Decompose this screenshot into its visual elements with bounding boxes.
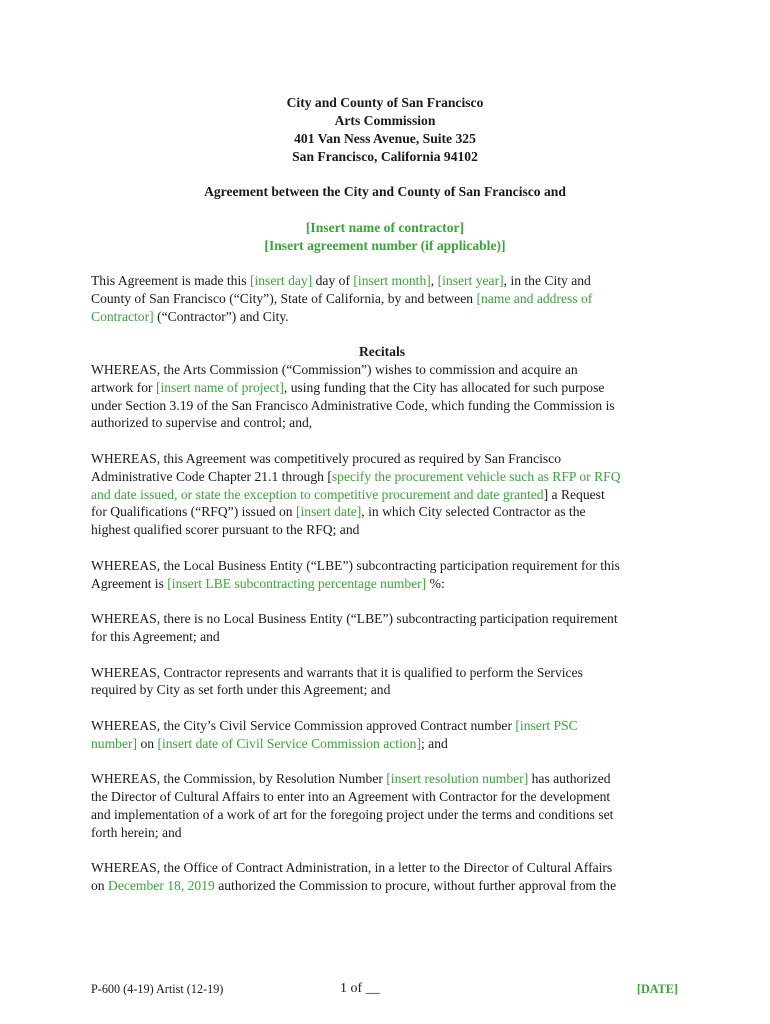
resolution-number-field[interactable]: [insert resolution number] xyxy=(386,771,529,787)
recital-text: WHEREAS, this Agreement was competitively procured as required by San Francisco xyxy=(91,450,561,466)
recital-text: on xyxy=(91,878,108,894)
page-number: 1 of __ xyxy=(340,981,380,996)
recital-text: required by City as set forth under this Agreement; and xyxy=(91,682,391,698)
recital-text: WHEREAS, the Commission, by Resolution Number xyxy=(91,771,387,787)
recital-text: for this Agreement; and xyxy=(91,628,220,644)
recital-text: the Director of Cultural Affairs to enter into an Agreement with Contractor for the development xyxy=(91,789,611,805)
recital-text: forth herein; and xyxy=(91,824,182,840)
footer-date-field[interactable]: [DATE] xyxy=(636,982,678,996)
letterhead xyxy=(0,94,770,166)
recital-text: on xyxy=(137,735,158,751)
contractor-name-field[interactable]: [Insert name of contractor] xyxy=(305,220,465,235)
intro-text: (“Contractor”) and City. xyxy=(153,308,289,324)
recital-text: artwork for xyxy=(91,379,156,395)
letterhead-city: City and County of San Francisco xyxy=(286,95,484,110)
psc-number-field[interactable]: number] xyxy=(91,735,138,751)
intro-text: County of San Francisco (“City”), State of California, by and between xyxy=(91,290,477,306)
recital-resolution xyxy=(91,770,691,841)
recital-civil-service xyxy=(91,717,691,753)
recital-procurement xyxy=(91,450,691,539)
recital-text: %: xyxy=(426,575,445,591)
recital-text: authorized to supervise and control; and, xyxy=(91,415,313,431)
recital-text: ] a Request xyxy=(543,486,605,502)
agreement-number-field[interactable]: [Insert agreement number (if applicable)] xyxy=(264,238,506,253)
procurement-vehicle-field[interactable]: and date issued, or state the exception to competitive procurement and date granted xyxy=(91,486,544,502)
recital-text: Administrative Code Chapter 21.1 through [ xyxy=(91,468,332,484)
recital-text: highest qualified scorer pursuant to the RFQ; and xyxy=(91,522,360,538)
day-field[interactable]: [insert day] xyxy=(249,273,313,288)
intro-text: , xyxy=(430,273,438,288)
recital-text: , in which City selected Contractor as the xyxy=(361,504,586,520)
recital-text: WHEREAS, the Local Business Entity (“LBE”) subcontracting participation requirement for this xyxy=(91,557,620,573)
recital-text: authorized the Commission to procure, without further approval from the xyxy=(214,878,617,894)
recitals-heading: Recitals xyxy=(358,344,406,360)
recital-text: ; and xyxy=(420,735,448,751)
form-identifier: P-600 (4-19) Artist (12-19) xyxy=(91,982,224,996)
year-field[interactable]: [insert year] xyxy=(437,273,504,288)
contractor-address-field[interactable]: [name and address of xyxy=(476,290,593,306)
letterhead-street: 401 Van Ness Avenue, Suite 325 xyxy=(294,131,476,146)
recital-text: WHEREAS, the Office of Contract Administration, in a letter to the Director of Cultural Affairs xyxy=(91,860,613,876)
letterhead-city-state-zip: San Francisco, California 94102 xyxy=(292,149,478,164)
oca-letter-date[interactable]: December 18, 2019 xyxy=(108,878,215,894)
recital-text: , using funding that the City has allocated for such purpose xyxy=(283,379,605,395)
intro-paragraph xyxy=(91,272,691,325)
agreement-title: Agreement between the City and County of San Francisco and xyxy=(204,184,566,199)
intro-text: This Agreement is made this xyxy=(91,273,250,288)
month-field[interactable]: [insert month] xyxy=(353,273,431,288)
procurement-vehicle-field[interactable]: specify the procurement vehicle such as RFP or RFQ xyxy=(331,468,621,484)
page-footer xyxy=(0,980,770,1000)
recital-commission xyxy=(91,361,691,432)
recital-qualified xyxy=(91,664,691,700)
contractor-address-field[interactable]: Contractor] xyxy=(91,308,154,324)
project-name-field[interactable]: [insert name of project] xyxy=(155,379,284,395)
csc-action-date-field[interactable]: [insert date of Civil Service Commission action] xyxy=(157,735,421,751)
rfq-date-field[interactable]: [insert date] xyxy=(296,504,362,520)
recital-text: WHEREAS, the Arts Commission (“Commission”) wishes to commission and acquire an xyxy=(91,361,578,377)
recital-contract-administration xyxy=(91,859,691,895)
recital-no-lbe xyxy=(91,610,691,646)
recital-lbe xyxy=(91,557,691,593)
intro-text: , in the City and xyxy=(503,273,591,288)
document-body xyxy=(91,272,691,913)
intro-text: day of xyxy=(312,273,354,288)
recital-text: for Qualifications (“RFQ”) issued on xyxy=(91,504,296,520)
recital-text: WHEREAS, there is no Local Business Entity (“LBE”) subcontracting participation requirement xyxy=(91,611,618,627)
letterhead-department: Arts Commission xyxy=(334,113,436,128)
recital-text: WHEREAS, the City’s Civil Service Commission approved Contract number xyxy=(91,717,516,733)
recital-text: under Section 3.19 of the San Francisco Administrative Code, which funding the Commission is xyxy=(91,397,615,413)
recital-text: WHEREAS, Contractor represents and warrants that it is qualified to perform the Services xyxy=(91,664,583,680)
recital-text: and implementation of a work of art for the foregoing project under the terms and conditions set xyxy=(91,806,614,822)
lbe-percentage-field[interactable]: [insert LBE subcontracting percentage number] xyxy=(167,575,427,591)
recital-text: has authorized xyxy=(528,771,611,787)
psc-number-field[interactable]: [insert PSC xyxy=(515,717,578,733)
contractor-block xyxy=(0,219,770,255)
recital-text: Agreement is xyxy=(91,575,168,591)
